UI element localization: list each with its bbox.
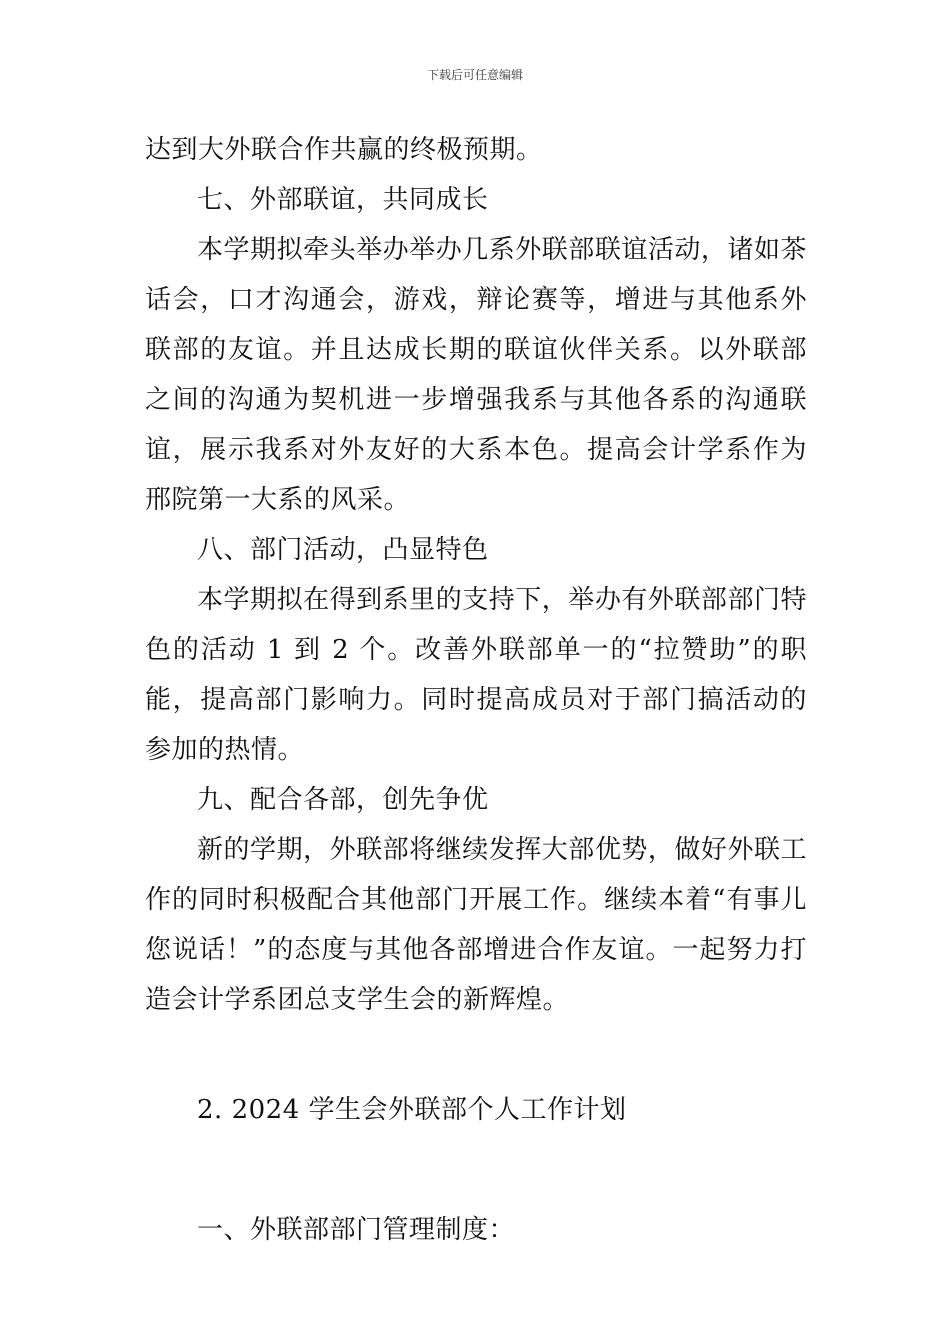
paragraph-nine: 新的学期，外联部将继续发挥大部优势，做好外联工作的同时积极配合其他部门开展工作。继续本着“有事儿您说话！”的态度与其他各部增进合作友谊。一起努力打造会计学系团总支学生会的新辉煌。 — [145, 835, 807, 1015]
document-body — [145, 125, 807, 1255]
heading-eight: 八、部门活动，凸显特色 — [197, 535, 489, 565]
paragraph-eight: 本学期拟在得到系里的支持下，举办有外联部部门特色的活动 1 到 2 个。改善外联部单一的“拉赞助”的职能，提高部门影响力。同时提高成员对于部门搞活动的参加的热情。 — [145, 585, 807, 765]
heading-seven: 七、外部联谊，共同成长 — [197, 185, 489, 215]
section-two-title: 2. 2024 学生会外联部个人工作计划 — [197, 1095, 627, 1125]
heading-one: 一、外联部部门管理制度： — [197, 1215, 516, 1245]
paragraph-seven: 本学期拟牵头举办举办几系外联部联谊活动，诸如茶话会，口才沟通会，游戏，辩论赛等，增进与其他系外联部的友谊。并且达成长期的联谊伙伴关系。以外联部之间的沟通为契机进一步增强我系与其他各系的沟通联谊，展示我系对外友好的大系本色。提高会计学系作为邢院第一大系的风采。 — [145, 235, 807, 515]
page-header-note: 下载后可任意编辑 — [426, 68, 523, 82]
heading-nine: 九、配合各部，创先争优 — [197, 785, 489, 815]
paragraph-continuation: 达到大外联合作共赢的终极预期。 — [145, 135, 543, 165]
